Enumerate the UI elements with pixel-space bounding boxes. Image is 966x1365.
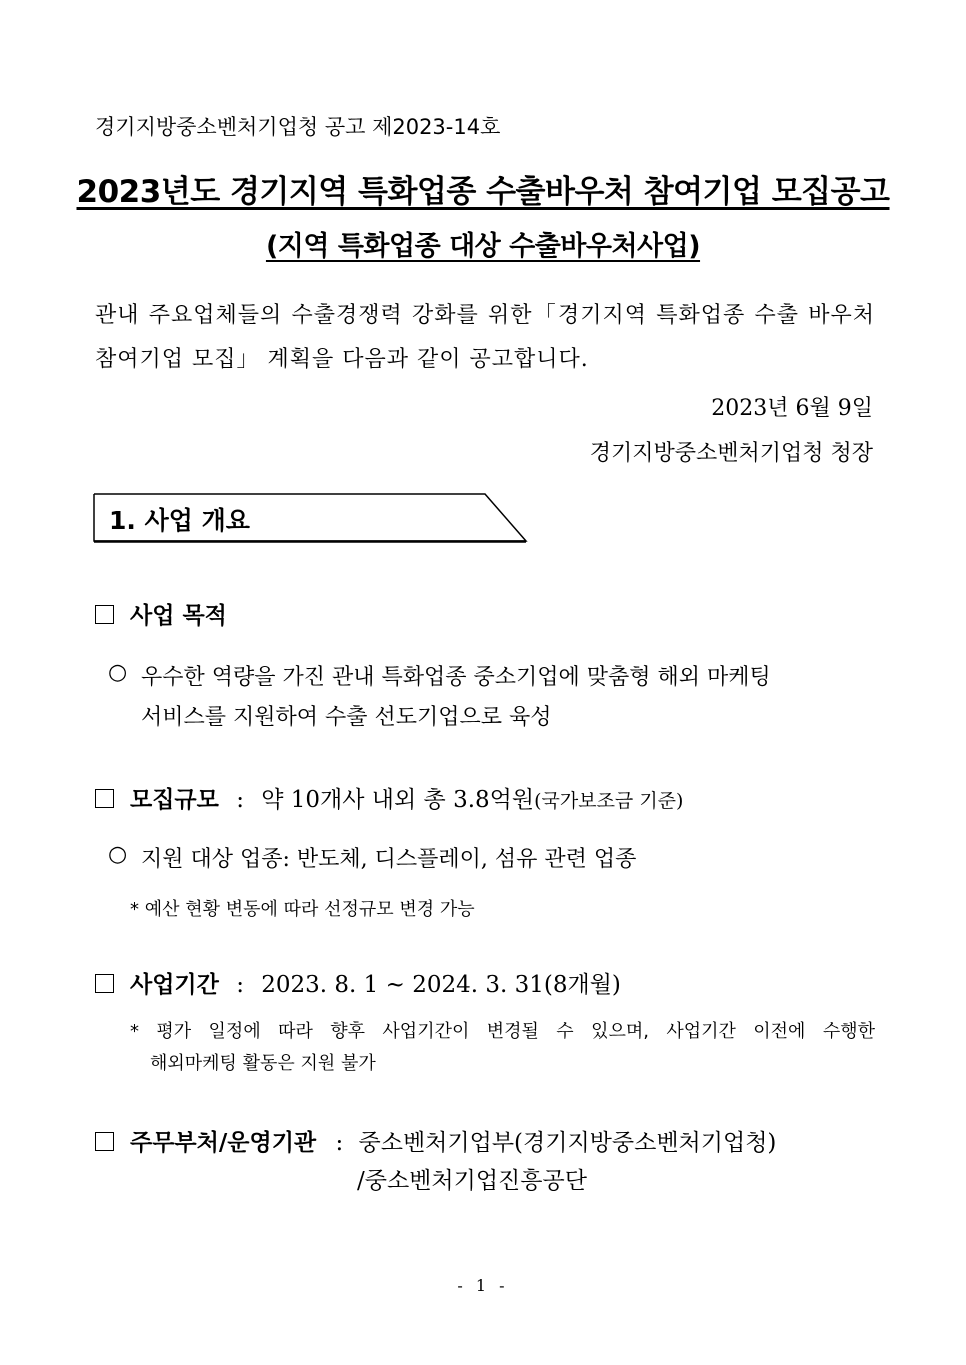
scale-bullet: 지원 대상 업종: 반도체, 디스플레이, 섬유 관련 업종 (141, 847, 637, 872)
purpose-label: 사업 목적 (130, 603, 227, 629)
page-title: 2023년도 경기지역 특화업종 수출바우처 참여기업 모집공고 (76, 174, 890, 210)
purpose-bullet-mark: ○ (108, 660, 128, 685)
issuer-signature: 경기지방중소벤처기업청 청장 (589, 441, 873, 466)
period-note-line-1: * 평가 일정에 따라 향후 사업기간이 변경될 수 있으며, 사업기간 이전에 수행한 (130, 1021, 875, 1042)
purpose-line-1: 우수한 역량을 가진 관내 특화업종 중소기업에 맞춤형 해외 마케팅 (141, 665, 771, 690)
checkbox-icon (95, 605, 114, 624)
agency-heading (95, 1124, 776, 1157)
checkbox-icon (95, 974, 114, 993)
agency-separator: : (335, 1130, 344, 1156)
period-value: 2023. 8. 1 ~ 2024. 3. 31(8개월) (261, 972, 621, 998)
period-note-line-2: 해외마케팅 활동은 지원 불가 (150, 1053, 376, 1074)
page-subtitle: (지역 특화업종 대상 수출바우처사업) (265, 231, 701, 262)
notice-date: 2023년 6월 9일 (711, 396, 873, 421)
scale-heading (95, 781, 683, 814)
scale-value-note: (국가보조금 기준) (534, 790, 684, 812)
section-heading-box (93, 493, 528, 543)
period-heading (95, 966, 621, 999)
scale-bullet-mark: ○ (108, 842, 128, 867)
agency-line-2: /중소벤처기업진흥공단 (357, 1168, 587, 1194)
scale-note: * 예산 현황 변동에 따라 선정규모 변경 가능 (130, 899, 475, 920)
scale-value: 약 10개사 내외 총 3.8억원 (261, 787, 535, 813)
scale-separator: : (236, 787, 244, 813)
period-separator: : (236, 972, 244, 998)
checkbox-icon (95, 789, 114, 808)
period-label: 사업기간 (130, 972, 219, 998)
scale-label: 모집규모 (130, 787, 219, 813)
purpose-heading (95, 597, 227, 630)
notice-number: 경기지방중소벤처기업청 공고 제2023-14호 (95, 115, 501, 139)
agency-label: 주무부처/운영기관 (130, 1130, 317, 1156)
intro-paragraph: 관내 주요업체들의 수출경쟁력 강화를 위한「경기지역 특화업종 수출 바우처 참여기업 모집」 계획을 다음과 같이 공고합니다. (95, 303, 875, 372)
purpose-line-2: 서비스를 지원하여 수출 선도기업으로 육성 (141, 705, 552, 730)
section-heading: 1. 사업 개요 (109, 506, 250, 535)
agency-line-1: 중소벤처기업부(경기지방중소벤처기업청) (358, 1130, 777, 1156)
page-number: - 1 - (457, 1276, 509, 1295)
checkbox-icon (95, 1132, 114, 1151)
